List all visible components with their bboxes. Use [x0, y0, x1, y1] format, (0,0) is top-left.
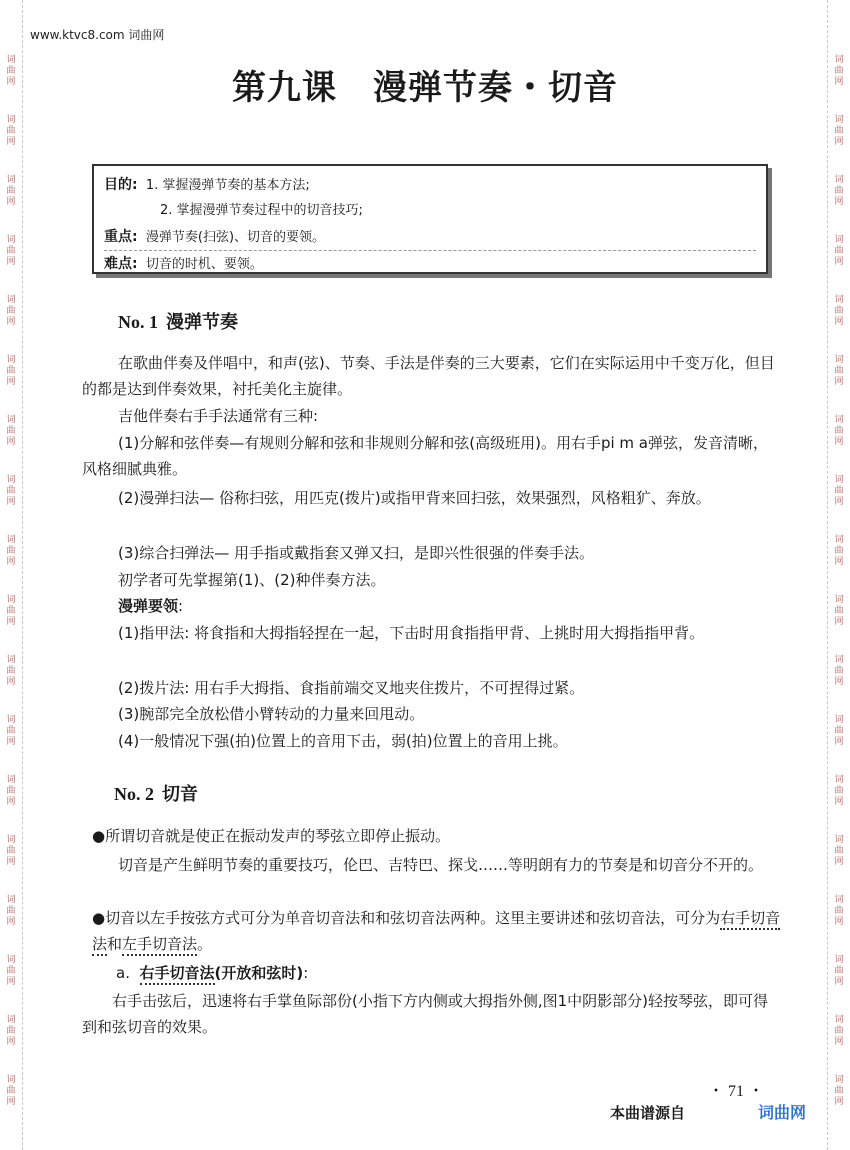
watermark-rail-mark: 词 曲 网	[6, 775, 16, 807]
footer-source: 本曲谱源自	[610, 1104, 686, 1122]
objective-line-2	[104, 198, 756, 224]
watermark-rail-mark: 词 曲 网	[834, 115, 844, 147]
section-2-heading	[114, 780, 198, 806]
watermark-rail-mark: 词 曲 网	[6, 475, 16, 507]
subsection-a-heading	[82, 960, 782, 986]
section-1-title: 漫弹节奏	[166, 312, 238, 333]
watermark-rail-mark: 词 曲 网	[6, 595, 16, 627]
tips-heading	[82, 593, 782, 619]
bullet-icon: ●	[92, 909, 106, 927]
conjunction: 和	[107, 935, 123, 953]
lesson-goals-box	[92, 164, 768, 274]
objective-line-1	[104, 172, 756, 198]
watermark-rail-mark: 词 曲 网	[834, 835, 844, 867]
section-1-heading	[118, 308, 238, 334]
section-1-paragraph-3: (1)分解和弦伴奏—有规则分解和弦和非规则分解和弦(高级班用)。用右手pi m a弹弦，发音清晰，风格细腻典雅。	[82, 434, 768, 478]
section-1-paragraph-5: (3)综合扫弹法— 用手指或戴指套又弹又扫，是即兴性很强的伴奏手法。	[118, 544, 595, 562]
difficulties-label: 难点:	[104, 256, 138, 272]
watermark-rail-mark: 词 曲 网	[834, 415, 844, 447]
watermark-rail-mark: 词 曲 网	[6, 895, 16, 927]
watermark-rail-mark: 词 曲 网	[834, 775, 844, 807]
left-hand-method-term: 左手切音法	[122, 935, 197, 956]
watermark-rail-mark: 词 曲 网	[6, 175, 16, 207]
objective-1: 1. 掌握漫弹节奏的基本方法;	[145, 178, 310, 193]
section-1-paragraph-6: 初学者可先掌握第(1)、(2)种伴奏方法。	[118, 571, 386, 589]
section-2-paragraph-4: 右手击弦后，迅速将右手掌鱼际部份(小指下方内侧或大拇指外侧,图1中阴影部分)轻按琴弦，即可得到和弦切音的效果。	[82, 992, 769, 1036]
watermark-rail-mark: 词 曲 网	[6, 415, 16, 447]
period: 。	[197, 935, 213, 953]
watermark-rail-mark: 词 曲 网	[6, 655, 16, 687]
watermark-rail-mark: 词 曲 网	[6, 1075, 16, 1107]
difficulties-line	[104, 250, 756, 277]
watermark-rail-mark: 词 曲 网	[6, 55, 16, 87]
section-2-paragraph-1	[82, 823, 782, 849]
watermark-rail-mark: 词 曲 网	[6, 115, 16, 147]
key-points-line	[104, 224, 756, 250]
watermark-rail-mark: 词 曲 网	[6, 835, 16, 867]
watermark-rail-mark: 词 曲 网	[6, 1015, 16, 1047]
watermark-rail-mark: 词 曲 网	[834, 595, 844, 627]
key-points-label: 重点:	[104, 229, 138, 245]
section-1-number: No. 1	[118, 312, 158, 332]
watermark-rail-mark: 词 曲 网	[834, 715, 844, 747]
tip-4: (4)一般情况下强(拍)位置上的音用下击，弱(拍)位置上的音用上挑。	[118, 732, 568, 750]
watermark-rail-mark: 词 曲 网	[834, 55, 844, 87]
footer-brand: 词曲网	[758, 1103, 807, 1122]
subsection-a-title: 右手切音法	[140, 964, 215, 985]
watermark-rail-mark: 词 曲 网	[834, 235, 844, 267]
objective-2: 2. 掌握漫弹节奏过程中的切音技巧;	[160, 203, 363, 218]
watermark-rail-mark: 词 曲 网	[6, 715, 16, 747]
tips-colon: :	[178, 597, 184, 615]
subsection-a-colon: :	[303, 964, 309, 982]
subsection-a-prefix: a.	[116, 964, 130, 982]
section-2-title: 切音	[162, 784, 198, 805]
key-points: 漫弹节奏(扫弦)、切音的要领。	[145, 230, 326, 245]
tips-label: 漫弹要领	[118, 597, 179, 615]
bullet-icon: ●	[92, 827, 106, 845]
subsection-a-paren: (开放和弦时)	[214, 964, 304, 982]
watermark-rail-mark: 词 曲 网	[834, 535, 844, 567]
watermark-rail-mark: 词 曲 网	[6, 535, 16, 567]
watermark-rail-mark: 词 曲 网	[834, 1015, 844, 1047]
watermark-rail-mark: 词 曲 网	[834, 955, 844, 987]
watermark-rail-mark: 词 曲 网	[6, 355, 16, 387]
difficulties: 切音的时机、要领。	[145, 257, 263, 272]
watermark-rail-mark: 词 曲 网	[834, 355, 844, 387]
page-number: ・ 71 ・	[708, 1083, 765, 1100]
watermark-rail-mark: 词 曲 网	[6, 295, 16, 327]
watermark-rail-mark: 词 曲 网	[834, 1075, 844, 1107]
tip-2: (2)拨片法: 用右手大拇指、食指前端交叉地夹住拨片，不可捏得过紧。	[118, 679, 585, 697]
watermark-rail-mark: 词 曲 网	[834, 175, 844, 207]
watermark-rail-mark: 词 曲 网	[834, 655, 844, 687]
watermark-rail-mark: 词 曲 网	[834, 895, 844, 927]
section-2-paragraph-3-start: 切音以左手按弦方式可分为单音切音法和和弦切音法两种。这里主要讲述和弦切音法，可分为	[105, 909, 721, 927]
tip-3: (3)腕部完全放松借小臂转动的力量来回甩动。	[118, 705, 425, 723]
watermark-rail-mark: 词 曲 网	[6, 235, 16, 267]
lesson-title	[0, 60, 850, 109]
section-2-paragraph-3	[82, 905, 782, 957]
site-url-header: www.ktvc8.com 词曲网	[30, 28, 165, 42]
section-1-paragraph-4: (2)漫弹扫法— 俗称扫弦，用匹克(拨片)或指甲背来回扫弦，效果强烈，风格粗犷、奔放。	[118, 489, 711, 507]
tip-1: (1)指甲法: 将食指和大拇指轻捏在一起，下击时用食指指甲背、上挑时用大拇指指甲背。	[118, 624, 705, 642]
section-1-paragraph-1: 在歌曲伴奏及伴唱中，和声(弦)、节奏、手法是伴奏的三大要素，它们在实际运用中千变万化，但目的都是达到伴奏效果，衬托美化主旋律。	[82, 354, 775, 398]
section-2-paragraph-1-text: 所谓切音就是使正在振动发声的琴弦立即停止振动。	[105, 827, 451, 845]
section-1-paragraph-2: 吉他伴奏右手手法通常有三种:	[118, 407, 319, 425]
objectives-label: 目的:	[104, 177, 138, 193]
right-hand-method-term: 右手切音法	[92, 909, 780, 956]
watermark-rail-mark: 词 曲 网	[834, 295, 844, 327]
lesson-topic: 漫弹节奏・切音	[373, 68, 618, 108]
watermark-rail-mark: 词 曲 网	[6, 955, 16, 987]
section-2-number: No. 2	[114, 784, 154, 804]
lesson-number: 第九课	[232, 68, 337, 108]
section-2-paragraph-2: 切音是产生鲜明节奏的重要技巧，伦巴、吉特巴、探戈……等明朗有力的节奏是和切音分不开的。	[118, 856, 764, 874]
watermark-rail-mark: 词 曲 网	[834, 475, 844, 507]
